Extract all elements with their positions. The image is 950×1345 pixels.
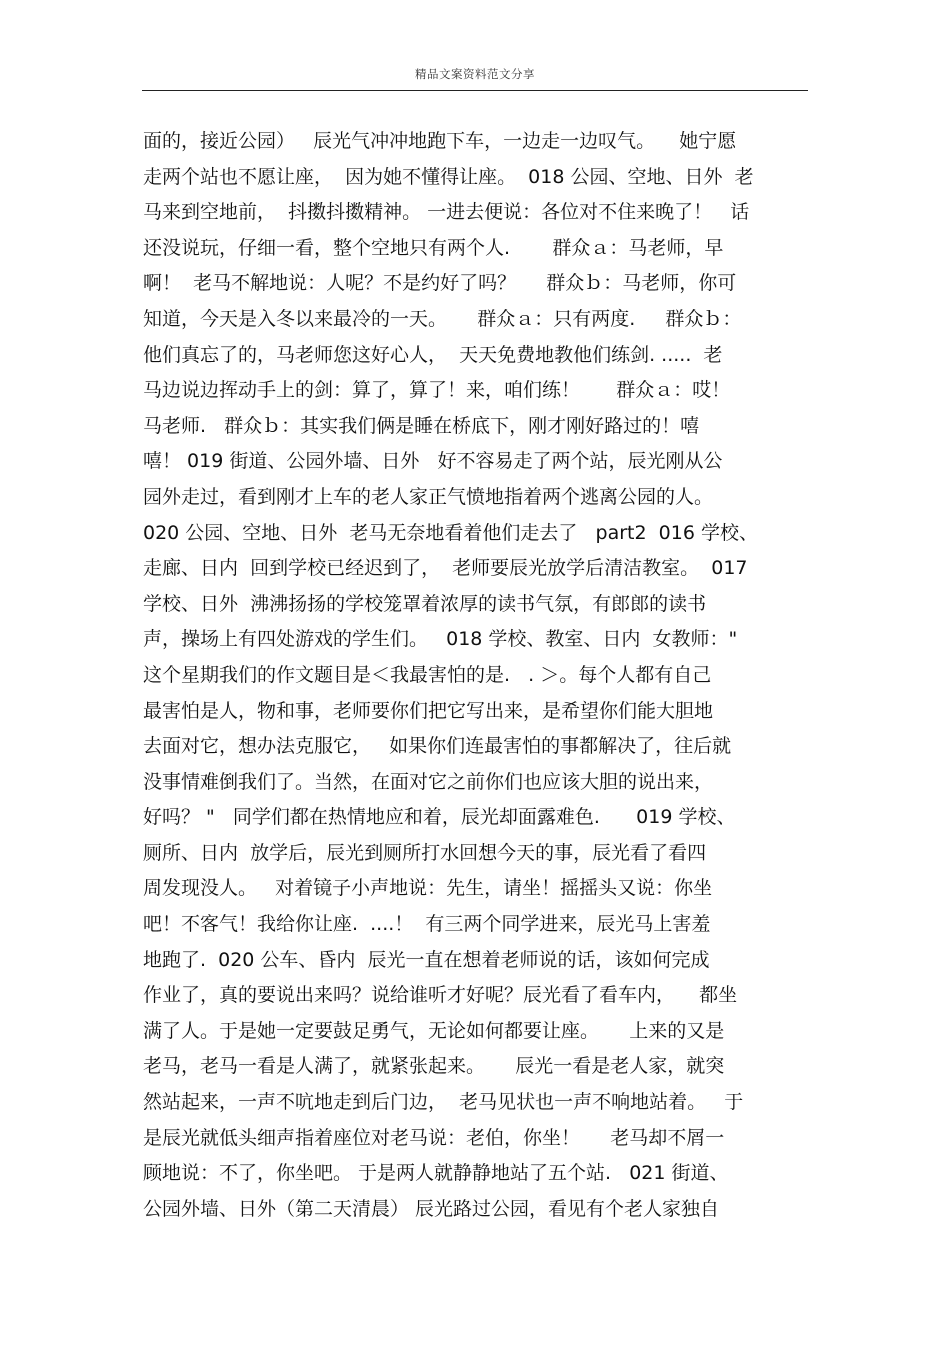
text-line: 马边说边挥动手上的剑：算了，算了！来，咱们练！ 群众ａ：哎！ [143, 379, 731, 402]
text-line: 老马，老马一看是人满了，就紧张起来。 辰光一看是老人家，就突 [143, 1055, 725, 1078]
text-line: 满了人。于是她一定要鼓足勇气，无论如何都要让座。 上来的又是 [143, 1019, 725, 1042]
text-line: 是辰光就低头细声指着座位对老马说：老伯，你坐！ 老马却不屑一 [143, 1126, 725, 1149]
text-line: 马老师. 群众ｂ：其实我们俩是睡在桥底下，刚才刚好路过的！嘻 [143, 414, 700, 437]
text-line: 还没说玩，仔细一看，整个空地只有两个人. 群众ａ：马老师，早 [143, 236, 724, 259]
text-line: 声，操场上有四处游戏的学生们。 018 学校、教室、日内 女教师：" [143, 628, 738, 651]
text-line: 好吗？ " 同学们都在热情地应和着，辰光却面露难色. 019 学校、 [143, 806, 736, 829]
text-line: 面的，接近公园） 辰光气冲冲地跑下车，一边走一边叹气。 她宁愿 [143, 130, 737, 152]
text-line: 最害怕是人，物和事，老师要你们把它写出来，是希望你们能大胆地 [143, 699, 714, 722]
text-line: 马来到空地前， 抖擞抖擞精神。 一进去便说：各位对不住来晚了！ 话 [143, 201, 750, 224]
text-line: 走两个站也不愿让座， 因为她不懂得让座。 018 公园、空地、日外 老 [143, 165, 754, 188]
text-line: 这个星期我们的作文题目是＜我最害怕的是. . ＞。每个人都有自己 [143, 663, 712, 686]
text-line: 作业了，真的要说出来吗？说给谁听才好呢？辰光看了看车内， 都坐 [143, 984, 738, 1007]
text-line: 然站起来，一声不吭地走到后门边， 老马见状也一声不响地站着。 于 [143, 1091, 744, 1114]
text-line: 厕所、日内 放学后，辰光到厕所打水回想今天的事，辰光看了看四 [143, 841, 707, 864]
text-line: 没事情难倒我们了。当然，在面对它之前你们也应该大胆的说出来， [143, 770, 714, 793]
text-line: 嘻！ 019 街道、公园外墙、日外 好不容易走了两个站，辰光刚从公 [143, 450, 723, 473]
text-line: 啊！ 老马不解地说：人呢？不是约好了吗？ 群众ｂ：马老师，你可 [143, 272, 737, 295]
text-line: 知道，今天是入冬以来最冷的一天。 群众ａ：只有两度. 群众ｂ： [143, 307, 742, 330]
body-text [143, 124, 813, 1227]
text-line: 他们真忘了的，马老师您这好心人， 天天免费地教他们练剑. ..... 老 [143, 343, 723, 366]
text-line: 去面对它，想办法克服它， 如果你们连最害怕的事都解决了，往后就 [143, 735, 732, 758]
text-line: 周发现没人。 对着镜子小声地说：先生，请坐！摇摇头又说：你坐 [143, 877, 713, 900]
page-header: 精品文案资料范文分享 [415, 67, 535, 81]
text-line: 顾地说：不了，你坐吧。 于是两人就静静地站了五个站. 021 街道、 [143, 1162, 729, 1185]
text-line: 吧！不客气！我给你让座. ....！ 有三两个同学进来，辰光马上害羞 [143, 913, 711, 936]
text-line: 学校、日外 沸沸扬扬的学校笼罩着浓厚的读书气氛，有郎郎的读书 [143, 592, 707, 615]
text-line: 园外走过，看到刚才上车的老人家正气愤地指着两个逃离公园的人。 [143, 485, 714, 508]
header-divider [142, 90, 808, 91]
text-line: 地跑了. 020 公车、昏内 辰光一直在想着老师说的话，该如何完成 [143, 948, 710, 971]
text-line: 020 公园、空地、日外 老马无奈地看着他们走去了 part2 016 学校、 [143, 521, 758, 544]
text-line: 走廊、日内 回到学校已经迟到了， 老师要辰光放学后清洁教室。 017 [143, 557, 748, 580]
text-line: 公园外墙、日外（第二天清晨） 辰光路过公园，看见有个老人家独自 [143, 1197, 720, 1220]
